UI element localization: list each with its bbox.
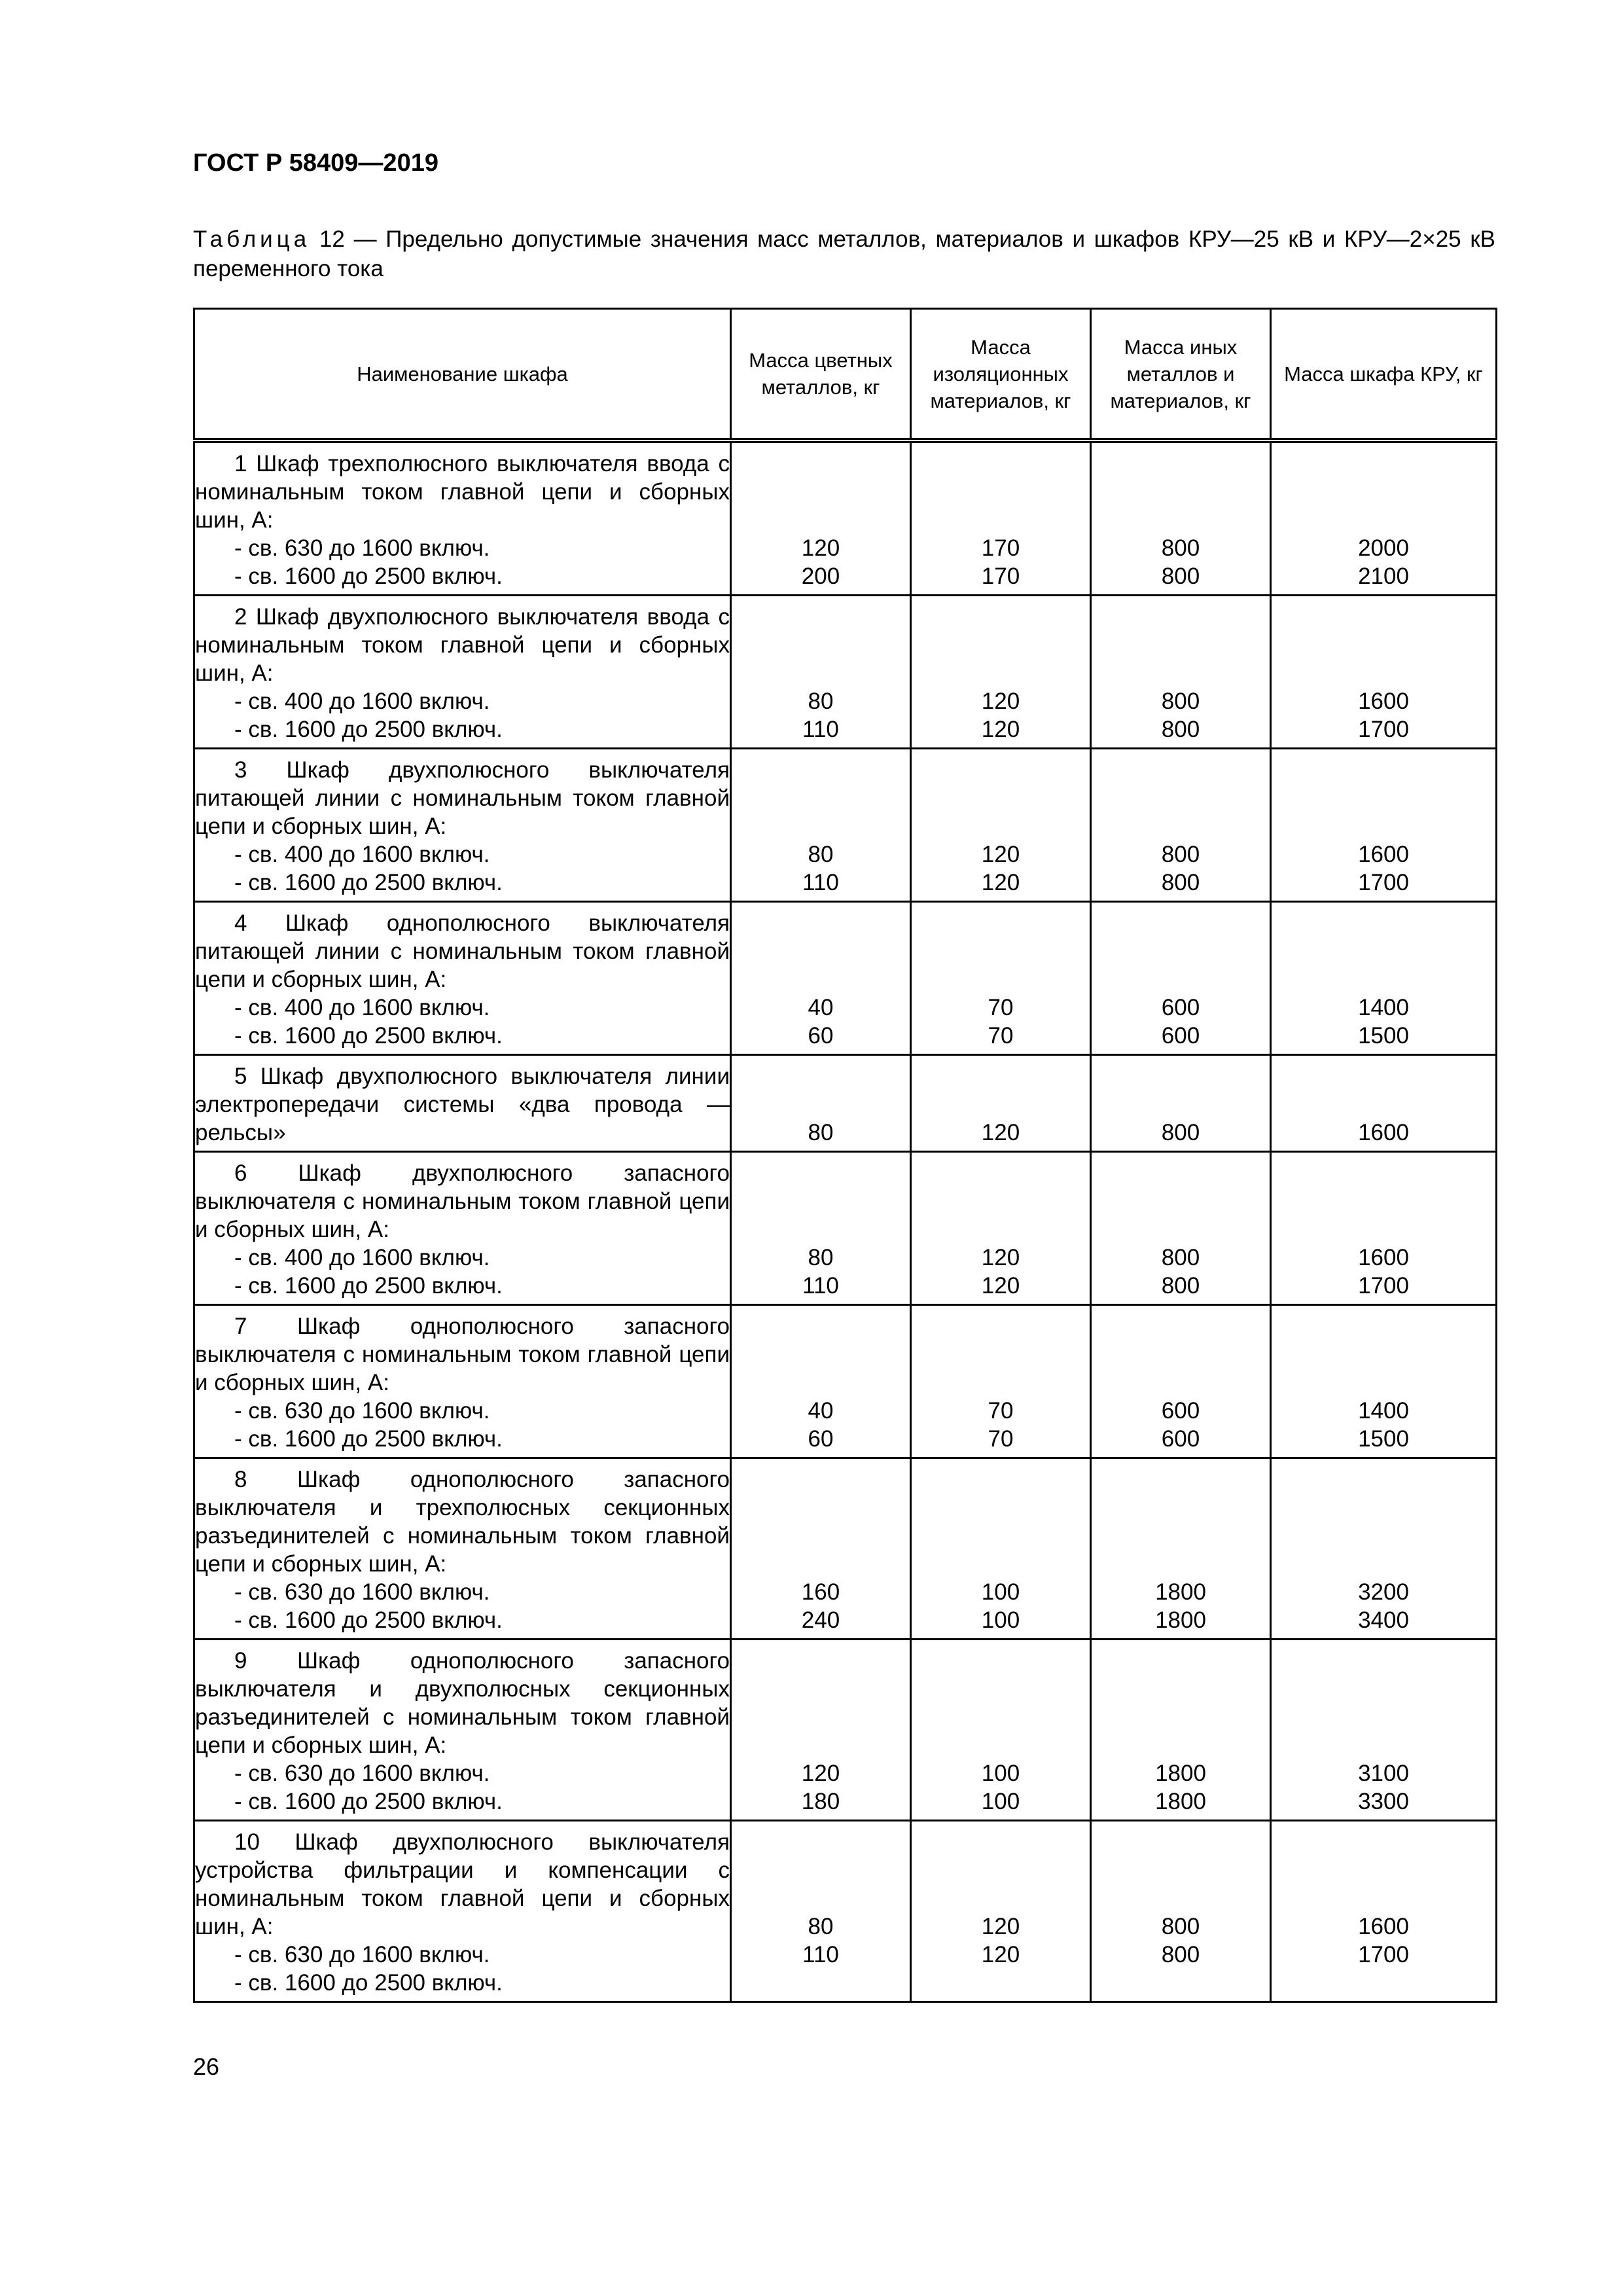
current-range-label: - св. 400 до 1600 включ.	[234, 689, 490, 714]
mass-value: 3200	[1358, 1579, 1409, 1605]
mass-value: 120	[981, 1942, 1020, 1967]
current-range-label: - св. 1600 до 2500 включ.	[234, 1273, 503, 1299]
mass-value: 3100	[1358, 1761, 1409, 1786]
mass-value: 120	[981, 1273, 1020, 1299]
mass-value: 800	[1161, 717, 1200, 742]
caption-lead: Таблица	[193, 226, 311, 252]
cabinet-name-cell	[194, 902, 731, 1055]
mass-value: 70	[988, 1398, 1014, 1424]
current-range-label: - св. 630 до 1600 включ.	[234, 1942, 490, 1967]
cabinet-name-cell	[194, 1821, 731, 2002]
mass-value: 1600	[1358, 1245, 1409, 1270]
current-range-label: - св. 1600 до 2500 включ.	[234, 717, 503, 742]
cabinet-title: 6 Шкаф двухполюсного запасного выключателя с номинальным током главной цепи и сборных шин, А:	[195, 1160, 730, 1242]
nonferrous-mass-cell	[731, 1640, 911, 1821]
cabinet-title: 10 Шкаф двухполюсного выключателя устройства фильтрации и компенсации с номинальным током главной цепи и сборных шин, А:	[195, 1829, 730, 1939]
table-header-row	[194, 309, 1497, 441]
table-row	[194, 1640, 1497, 1821]
table-row	[194, 749, 1497, 902]
cabinet-name-cell	[194, 1152, 731, 1305]
table-row	[194, 902, 1497, 1055]
cabinet-title: 1 Шкаф трехполюсного выключателя ввода с номинальным током главной цепи и сборных шин, А:	[195, 451, 730, 533]
other-mass-cell	[1091, 440, 1271, 596]
cabinet-mass-cell	[1271, 1821, 1497, 2002]
other-mass-cell	[1091, 1821, 1271, 2002]
nonferrous-mass-cell	[731, 1821, 911, 2002]
mass-value: 110	[802, 1942, 839, 1967]
mass-value: 1800	[1155, 1789, 1206, 1814]
cabinet-mass-cell	[1271, 1055, 1497, 1152]
nonferrous-mass-cell	[731, 1305, 911, 1458]
table-row	[194, 596, 1497, 749]
column-header-nonferrous: Масса цветных металлов, кг	[731, 309, 911, 441]
mass-value: 800	[1161, 1942, 1200, 1967]
mass-value: 110	[802, 717, 839, 742]
mass-value: 1400	[1358, 1398, 1409, 1424]
cabinet-mass-cell	[1271, 749, 1497, 902]
mass-value: 110	[802, 1273, 839, 1299]
current-range-label: - св. 1600 до 2500 включ.	[234, 1970, 503, 1996]
cabinet-mass-cell	[1271, 596, 1497, 749]
mass-value: 1500	[1358, 1023, 1409, 1049]
insulation-mass-cell	[911, 1055, 1091, 1152]
page-number: 26	[193, 2053, 220, 2080]
current-range-label: - св. 400 до 1600 включ.	[234, 842, 490, 867]
mass-value: 1800	[1155, 1761, 1206, 1786]
mass-value: 600	[1161, 1426, 1200, 1452]
column-header-cabinet: Масса шкафа КРУ, кг	[1271, 309, 1497, 441]
mass-value: 3300	[1358, 1789, 1409, 1814]
cabinet-mass-cell	[1271, 1640, 1497, 1821]
current-range-label: - св. 630 до 1600 включ.	[234, 1398, 490, 1424]
nonferrous-mass-cell	[731, 440, 911, 596]
cabinet-title: 2 Шкаф двухполюсного выключателя ввода с номинальным током главной цепи и сборных шин, А:	[195, 604, 730, 686]
mass-value: 1700	[1358, 1273, 1409, 1299]
mass-value: 80	[808, 689, 834, 714]
current-range-label: - св. 400 до 1600 включ.	[234, 995, 490, 1020]
other-mass-cell	[1091, 1305, 1271, 1458]
insulation-mass-cell	[911, 1821, 1091, 2002]
mass-value: 120	[981, 689, 1020, 714]
mass-value: 1700	[1358, 870, 1409, 895]
table-row	[194, 440, 1497, 596]
column-header-name: Наименование шкафа	[194, 309, 731, 441]
cabinet-mass-cell	[1271, 440, 1497, 596]
table-body	[194, 440, 1497, 2002]
current-range-label: - св. 1600 до 2500 включ.	[234, 1023, 503, 1049]
mass-value: 240	[801, 1607, 840, 1633]
mass-value: 2100	[1358, 564, 1409, 589]
mass-value: 200	[801, 564, 840, 589]
cabinet-name-cell	[194, 1305, 731, 1458]
mass-table	[193, 308, 1497, 2003]
cabinet-title: 9 Шкаф однополюсного запасного выключателя и двухполюсных секционных разъединителей с номинальным током главной цепи и сборных шин, А:	[195, 1648, 730, 1758]
insulation-mass-cell	[911, 902, 1091, 1055]
mass-value: 70	[988, 995, 1014, 1020]
mass-value: 800	[1161, 1120, 1200, 1145]
table-row	[194, 1152, 1497, 1305]
mass-value: 170	[981, 535, 1020, 561]
mass-value: 2000	[1358, 535, 1409, 561]
current-range-label: - св. 1600 до 2500 включ.	[234, 1789, 503, 1814]
other-mass-cell	[1091, 1640, 1271, 1821]
mass-value: 1800	[1155, 1607, 1206, 1633]
other-mass-cell	[1091, 1458, 1271, 1640]
cabinet-name-cell	[194, 1458, 731, 1640]
current-range-label: - св. 1600 до 2500 включ.	[234, 870, 503, 895]
mass-value: 600	[1161, 1398, 1200, 1424]
nonferrous-mass-cell	[731, 1152, 911, 1305]
current-range-label: - св. 1600 до 2500 включ.	[234, 1426, 503, 1452]
mass-value: 600	[1161, 995, 1200, 1020]
mass-value: 800	[1161, 842, 1200, 867]
mass-value: 100	[981, 1761, 1020, 1786]
mass-value: 120	[981, 870, 1020, 895]
insulation-mass-cell	[911, 1152, 1091, 1305]
mass-value: 120	[801, 1761, 840, 1786]
mass-value: 3400	[1358, 1607, 1409, 1633]
mass-value: 800	[1161, 1914, 1200, 1939]
cabinet-name-cell	[194, 596, 731, 749]
cabinet-title: 3 Шкаф двухполюсного выключателя питающей линии с номинальным током главной цепи и сборных шин, А:	[195, 757, 730, 839]
column-header-other: Масса иных металлов и материалов, кг	[1091, 309, 1271, 441]
current-range-label: - св. 630 до 1600 включ.	[234, 1579, 490, 1605]
current-range-label: - св. 630 до 1600 включ.	[234, 1761, 490, 1786]
cabinet-title: 4 Шкаф однополюсного выключателя питающей линии с номинальным током главной цепи и сборных шин, А:	[195, 910, 730, 992]
mass-value: 120	[981, 1245, 1020, 1270]
other-mass-cell	[1091, 902, 1271, 1055]
other-mass-cell	[1091, 1152, 1271, 1305]
mass-value: 1800	[1155, 1579, 1206, 1605]
current-range-label: - св. 1600 до 2500 включ.	[234, 564, 503, 589]
nonferrous-mass-cell	[731, 902, 911, 1055]
cabinet-title: 5 Шкаф двухполюсного выключателя линии электропередачи системы «два провода — рельсы»	[195, 1064, 730, 1145]
mass-value: 100	[981, 1607, 1020, 1633]
cabinet-mass-cell	[1271, 902, 1497, 1055]
cabinet-mass-cell	[1271, 1458, 1497, 1640]
mass-value: 170	[981, 564, 1020, 589]
insulation-mass-cell	[911, 1305, 1091, 1458]
mass-value: 600	[1161, 1023, 1200, 1049]
mass-value: 1400	[1358, 995, 1409, 1020]
mass-value: 1600	[1358, 842, 1409, 867]
cabinet-mass-cell	[1271, 1152, 1497, 1305]
mass-value: 100	[981, 1579, 1020, 1605]
mass-value: 80	[808, 842, 834, 867]
table-row	[194, 1305, 1497, 1458]
mass-value: 800	[1161, 1245, 1200, 1270]
mass-value: 80	[808, 1245, 834, 1270]
mass-value: 1600	[1358, 1914, 1409, 1939]
cabinet-title: 7 Шкаф однополюсного запасного выключателя с номинальным током главной цепи и сборных шин, А:	[195, 1314, 730, 1395]
insulation-mass-cell	[911, 440, 1091, 596]
mass-value: 800	[1161, 535, 1200, 561]
caption-text: 12 — Предельно допустимые значения масс металлов, материалов и шкафов КРУ—25 кВ и КРУ—2×25 кВ переменного тока	[193, 226, 1495, 281]
mass-value: 180	[801, 1789, 840, 1814]
mass-value: 110	[802, 870, 839, 895]
mass-value: 1600	[1358, 689, 1409, 714]
current-range-label: - св. 400 до 1600 включ.	[234, 1245, 490, 1270]
insulation-mass-cell	[911, 749, 1091, 902]
mass-value: 1700	[1358, 717, 1409, 742]
nonferrous-mass-cell	[731, 1055, 911, 1152]
mass-value: 800	[1161, 1273, 1200, 1299]
column-header-insulation: Масса изоляционных материалов, кг	[911, 309, 1091, 441]
mass-value: 1600	[1358, 1120, 1409, 1145]
mass-value: 100	[981, 1789, 1020, 1814]
current-range-label: - св. 1600 до 2500 включ.	[234, 1607, 503, 1633]
cabinet-name-cell	[194, 1055, 731, 1152]
mass-value: 800	[1161, 689, 1200, 714]
mass-value: 80	[808, 1914, 834, 1939]
nonferrous-mass-cell	[731, 596, 911, 749]
other-mass-cell	[1091, 749, 1271, 902]
document-header: ГОСТ Р 58409—2019	[193, 149, 438, 177]
current-range-label: - св. 630 до 1600 включ.	[234, 535, 490, 561]
cabinet-name-cell	[194, 440, 731, 596]
insulation-mass-cell	[911, 1640, 1091, 1821]
mass-value: 120	[801, 535, 840, 561]
mass-value: 120	[981, 1120, 1020, 1145]
mass-value: 120	[981, 842, 1020, 867]
cabinet-mass-cell	[1271, 1305, 1497, 1458]
mass-value: 60	[808, 1426, 834, 1452]
other-mass-cell	[1091, 1055, 1271, 1152]
mass-value: 1500	[1358, 1426, 1409, 1452]
table-caption	[193, 224, 1495, 283]
nonferrous-mass-cell	[731, 749, 911, 902]
insulation-mass-cell	[911, 1458, 1091, 1640]
mass-value: 160	[801, 1579, 840, 1605]
cabinet-title: 8 Шкаф однополюсного запасного выключателя и трехполюсных секционных разъединителей с номинальным током главной цепи и сборных шин, А:	[195, 1467, 730, 1577]
mass-value: 120	[981, 1914, 1020, 1939]
mass-value: 40	[808, 1398, 834, 1424]
mass-value: 70	[988, 1023, 1014, 1049]
insulation-mass-cell	[911, 596, 1091, 749]
mass-value: 1700	[1358, 1942, 1409, 1967]
cabinet-name-cell	[194, 1640, 731, 1821]
mass-value: 70	[988, 1426, 1014, 1452]
mass-value: 40	[808, 995, 834, 1020]
nonferrous-mass-cell	[731, 1458, 911, 1640]
other-mass-cell	[1091, 596, 1271, 749]
table-row	[194, 1821, 1497, 2002]
mass-value: 80	[808, 1120, 834, 1145]
mass-value: 60	[808, 1023, 834, 1049]
cabinet-name-cell	[194, 749, 731, 902]
mass-value: 120	[981, 717, 1020, 742]
mass-value: 800	[1161, 564, 1200, 589]
table-row	[194, 1055, 1497, 1152]
table-row	[194, 1458, 1497, 1640]
mass-value: 800	[1161, 870, 1200, 895]
